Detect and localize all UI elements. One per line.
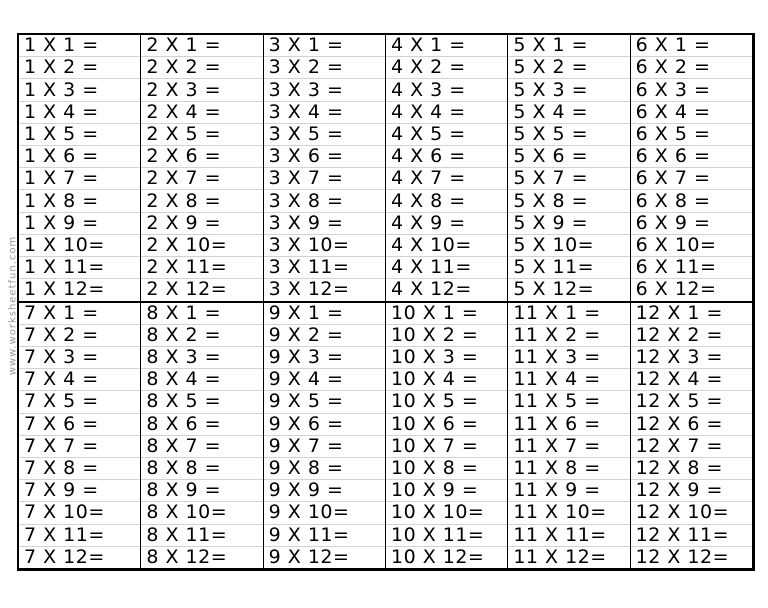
table-column — [386, 303, 508, 569]
table-column — [631, 303, 752, 569]
equation-cell: 9 X 7 = — [264, 436, 385, 458]
equation-cell: 10 X 8 = — [386, 458, 507, 480]
equation-cell: 5 X 6 = — [508, 146, 629, 168]
equation-cell: 11 X 6 = — [508, 414, 629, 436]
equation-cell: 8 X 4 = — [141, 369, 262, 391]
equation-cell: 11 X 8 = — [508, 458, 629, 480]
equation-cell: 3 X 3 = — [264, 79, 385, 101]
equation-cell: 4 X 5 = — [386, 124, 507, 146]
equation-cell: 9 X 5 = — [264, 391, 385, 413]
equation-cell: 4 X 4 = — [386, 102, 507, 124]
equation-cell: 9 X 11= — [264, 525, 385, 547]
equation-cell: 1 X 8 = — [19, 190, 140, 212]
equation-cell: 3 X 7 = — [264, 168, 385, 190]
table-column — [19, 303, 141, 569]
equation-cell: 6 X 3 = — [631, 79, 752, 101]
table-column — [264, 303, 386, 569]
equation-cell: 7 X 9 = — [19, 480, 140, 502]
equation-cell: 6 X 10= — [631, 235, 752, 257]
equation-cell: 5 X 3 = — [508, 79, 629, 101]
table-column — [386, 35, 508, 301]
equation-cell: 3 X 2 = — [264, 57, 385, 79]
table-column — [141, 303, 263, 569]
equation-cell: 10 X 7 = — [386, 436, 507, 458]
equation-cell: 10 X 6 = — [386, 414, 507, 436]
watermark: www.worksheetfun.com — [7, 235, 19, 376]
equation-cell: 4 X 10= — [386, 235, 507, 257]
equation-cell: 7 X 10= — [19, 502, 140, 524]
equation-cell: 1 X 12= — [24, 278, 105, 301]
equation-cell: 7 X 4 = — [19, 369, 140, 391]
equation-cell: 8 X 6 = — [141, 414, 262, 436]
equation-cell: 12 X 2 = — [631, 325, 752, 347]
equation-cell: 7 X 5 = — [19, 391, 140, 413]
equation-cell: 3 X 12= — [268, 278, 350, 301]
table-column — [631, 35, 752, 301]
equation-cell: 11 X 1 = — [508, 303, 629, 325]
equation-cell: 9 X 10= — [264, 502, 385, 524]
equation-cell: 12 X 4 = — [631, 369, 752, 391]
equation-cell: 11 X 12= — [513, 545, 607, 568]
equation-cell: 8 X 2 = — [141, 325, 262, 347]
equation-cell: 8 X 12= — [146, 545, 228, 568]
equation-cell: 3 X 9 = — [264, 213, 385, 235]
equation-cell: 9 X 3 = — [264, 347, 385, 369]
equation-cell: 1 X 2 = — [19, 57, 140, 79]
equation-cell: 7 X 12= — [24, 545, 105, 568]
equation-cell: 7 X 11= — [19, 525, 140, 547]
equation-cell: 8 X 11= — [141, 525, 262, 547]
equation-cell: 2 X 12= — [146, 278, 228, 301]
equation-cell: 7 X 8 = — [19, 458, 140, 480]
equation-cell: 7 X 6 = — [19, 414, 140, 436]
equation-cell: 7 X 1 = — [19, 303, 140, 325]
bottom-half — [19, 303, 752, 569]
equation-cell: 2 X 5 = — [141, 124, 262, 146]
equation-cell: 1 X 3 = — [19, 79, 140, 101]
equation-cell: 4 X 1 = — [386, 35, 507, 57]
equation-cell: 11 X 3 = — [508, 347, 629, 369]
equation-cell: 5 X 5 = — [508, 124, 629, 146]
equation-cell: 8 X 3 = — [141, 347, 262, 369]
top-half — [19, 35, 752, 303]
equation-cell: 2 X 10= — [141, 235, 262, 257]
equation-cell: 1 X 5 = — [19, 124, 140, 146]
equation-cell: 11 X 2 = — [508, 325, 629, 347]
equation-cell: 8 X 1 = — [141, 303, 262, 325]
equation-cell: 2 X 8 = — [141, 190, 262, 212]
equation-cell: 4 X 11= — [386, 257, 507, 279]
equation-cell: 11 X 10= — [508, 502, 629, 524]
equation-cell: 5 X 8 = — [508, 190, 629, 212]
equation-cell: 12 X 3 = — [631, 347, 752, 369]
equation-cell: 6 X 7 = — [631, 168, 752, 190]
equation-cell: 11 X 5 = — [508, 391, 629, 413]
equation-cell: 1 X 1 = — [19, 35, 140, 57]
equation-cell: 11 X 9 = — [508, 480, 629, 502]
equation-cell: 6 X 4 = — [631, 102, 752, 124]
equation-cell: 1 X 6 = — [19, 146, 140, 168]
times-table-sheet — [17, 33, 755, 571]
equation-cell: 10 X 11= — [386, 525, 507, 547]
equation-cell: 5 X 4 = — [508, 102, 629, 124]
equation-cell: 9 X 6 = — [264, 414, 385, 436]
table-column — [508, 35, 630, 301]
equation-cell: 12 X 10= — [631, 502, 752, 524]
equation-cell: 2 X 1 = — [141, 35, 262, 57]
equation-cell: 10 X 2 = — [386, 325, 507, 347]
equation-cell: 4 X 2 = — [386, 57, 507, 79]
table-column — [508, 303, 630, 569]
equation-cell: 8 X 7 = — [141, 436, 262, 458]
equation-cell: 9 X 9 = — [264, 480, 385, 502]
equation-cell: 6 X 12= — [635, 278, 717, 301]
equation-cell: 9 X 4 = — [264, 369, 385, 391]
equation-cell: 1 X 10= — [19, 235, 140, 257]
equation-cell: 3 X 4 = — [264, 102, 385, 124]
equation-cell: 8 X 8 = — [141, 458, 262, 480]
equation-cell: 2 X 6 = — [141, 146, 262, 168]
equation-cell: 4 X 9 = — [386, 213, 507, 235]
equation-cell: 9 X 2 = — [264, 325, 385, 347]
equation-cell: 3 X 10= — [264, 235, 385, 257]
equation-cell: 3 X 11= — [264, 257, 385, 279]
equation-cell: 10 X 3 = — [386, 347, 507, 369]
equation-cell: 12 X 6 = — [631, 414, 752, 436]
table-column — [264, 35, 386, 301]
equation-cell: 5 X 9 = — [508, 213, 629, 235]
equation-cell: 12 X 1 = — [631, 303, 752, 325]
equation-cell: 12 X 9 = — [631, 480, 752, 502]
equation-cell: 6 X 9 = — [631, 213, 752, 235]
equation-cell: 8 X 9 = — [141, 480, 262, 502]
equation-cell: 11 X 7 = — [508, 436, 629, 458]
equation-cell: 12 X 12= — [635, 545, 730, 568]
equation-cell: 10 X 5 = — [386, 391, 507, 413]
equation-cell: 7 X 2 = — [19, 325, 140, 347]
equation-cell: 2 X 2 = — [141, 57, 262, 79]
equation-cell: 1 X 9 = — [19, 213, 140, 235]
equation-cell: 1 X 4 = — [19, 102, 140, 124]
table-column — [19, 35, 141, 301]
equation-cell: 6 X 1 = — [631, 35, 752, 57]
equation-cell: 8 X 5 = — [141, 391, 262, 413]
equation-cell: 2 X 9 = — [141, 213, 262, 235]
equation-cell: 5 X 7 = — [508, 168, 629, 190]
equation-cell: 2 X 3 = — [141, 79, 262, 101]
equation-cell: 1 X 7 = — [19, 168, 140, 190]
equation-cell: 5 X 12= — [513, 278, 595, 301]
equation-cell: 5 X 11= — [508, 257, 629, 279]
equation-cell: 12 X 8 = — [631, 458, 752, 480]
equation-cell: 10 X 1 = — [386, 303, 507, 325]
equation-cell: 4 X 7 = — [386, 168, 507, 190]
equation-cell: 1 X 11= — [19, 257, 140, 279]
equation-cell: 4 X 8 = — [386, 190, 507, 212]
equation-cell: 6 X 11= — [631, 257, 752, 279]
equation-cell: 10 X 12= — [390, 545, 485, 568]
equation-cell: 11 X 11= — [508, 525, 629, 547]
equation-cell: 3 X 5 = — [264, 124, 385, 146]
equation-cell: 3 X 6 = — [264, 146, 385, 168]
equation-cell: 12 X 5 = — [631, 391, 752, 413]
table-column — [141, 35, 263, 301]
equation-cell: 3 X 8 = — [264, 190, 385, 212]
equation-cell: 5 X 1 = — [508, 35, 629, 57]
equation-cell: 4 X 12= — [390, 278, 472, 301]
equation-cell: 7 X 3 = — [19, 347, 140, 369]
equation-cell: 10 X 9 = — [386, 480, 507, 502]
equation-cell: 5 X 2 = — [508, 57, 629, 79]
equation-cell: 6 X 6 = — [631, 146, 752, 168]
equation-cell: 7 X 7 = — [19, 436, 140, 458]
equation-cell: 5 X 10= — [508, 235, 629, 257]
equation-cell: 2 X 7 = — [141, 168, 262, 190]
equation-cell: 10 X 10= — [386, 502, 507, 524]
equation-cell: 4 X 6 = — [386, 146, 507, 168]
equation-cell: 4 X 3 = — [386, 79, 507, 101]
equation-cell: 10 X 4 = — [386, 369, 507, 391]
equation-cell: 3 X 1 = — [264, 35, 385, 57]
equation-cell: 6 X 5 = — [631, 124, 752, 146]
equation-cell: 9 X 8 = — [264, 458, 385, 480]
equation-cell: 9 X 12= — [268, 545, 350, 568]
equation-cell: 8 X 10= — [141, 502, 262, 524]
equation-cell: 11 X 4 = — [508, 369, 629, 391]
equation-cell: 6 X 8 = — [631, 190, 752, 212]
equation-cell: 12 X 7 = — [631, 436, 752, 458]
equation-cell: 2 X 11= — [141, 257, 262, 279]
equation-cell: 6 X 2 = — [631, 57, 752, 79]
equation-cell: 2 X 4 = — [141, 102, 262, 124]
equation-cell: 9 X 1 = — [264, 303, 385, 325]
equation-cell: 12 X 11= — [631, 525, 752, 547]
